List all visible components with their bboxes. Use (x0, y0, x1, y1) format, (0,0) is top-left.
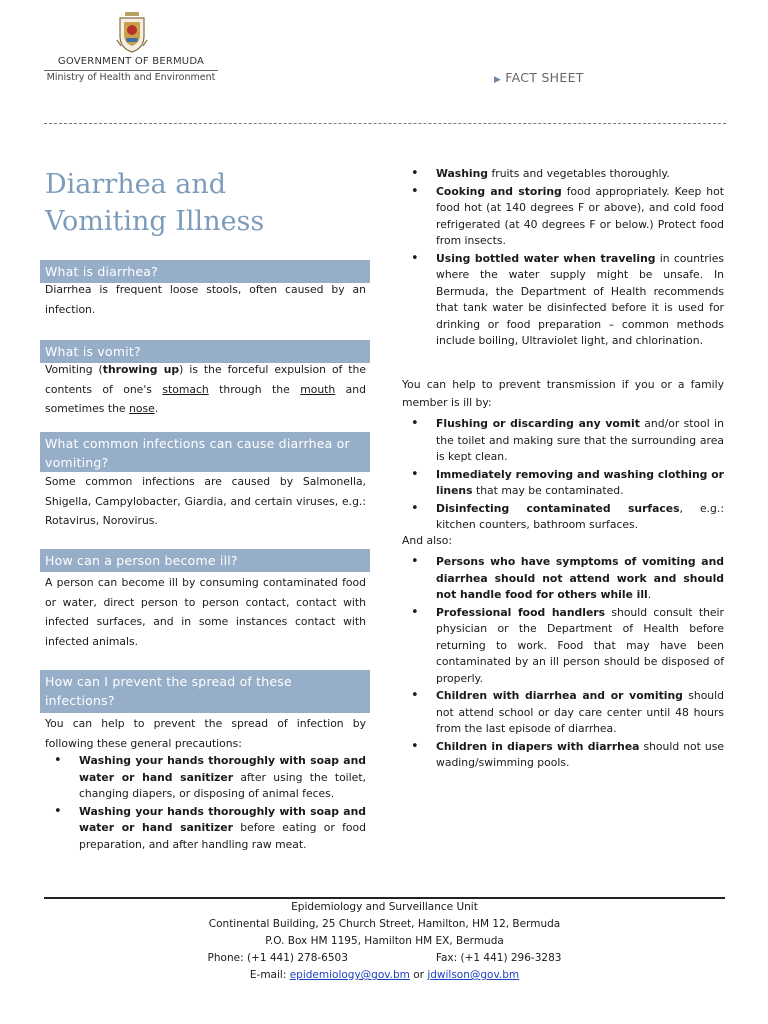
list-item: • Cooking and storing food appropriately. Keep hot food hot (at 140 degrees F or above), and cold food refrigerated (at 40 degrees F or below.) Protect food from insects. (402, 184, 724, 250)
section-heading-infections: What common infections can cause diarrhea or vomiting? (40, 432, 370, 472)
list-item: • Children with diarrhea and or vomiting should not attend school or day care center until 48 hours from the last episode of diarrhea. (402, 688, 724, 738)
list-item: • Disinfecting contaminated surfaces, e.g.: kitchen counters, bathroom surfaces. (402, 501, 724, 534)
additional-list (402, 554, 724, 773)
footer-po-box: P.O. Box HM 1195, Hamilton HM EX, Bermuda (265, 935, 504, 947)
section-heading-vomit: What is vomit? (40, 340, 370, 363)
list-item: • Children in diapers with diarrhea should not use wading/swimming pools. (402, 739, 724, 772)
section-heading-become-ill: How can a person become ill? (40, 549, 370, 572)
section-heading-diarrhea: What is diarrhea? (40, 260, 370, 283)
list-item: • Using bottled water when traveling in countries where the water supply might be unsafe. In Bermuda, the Department of Health recommends that tank water be disinfected before it is used for drinking or food preparation – common methods include boiling, Ultraviolet light, and chlorination. (402, 251, 724, 350)
vomit-text: Vomiting (throwing up) is the forceful expulsion of the contents of one's stomach through the mouth and sometimes the nose. (45, 363, 367, 415)
list-item: • Immediately removing and washing clothing or linens that may be contaminated. (402, 467, 724, 500)
list-item: • Professional food handlers should consult their physician or the Department of Health before returning to work. Food that may have been contaminated by an ill person should be disposed of properly. (402, 605, 724, 688)
list-item: • Flushing or discarding any vomit and/or stool in the toilet and making sure that the surrounding area is kept clean. (402, 416, 724, 466)
government-name: GOVERNMENT OF BERMUDA (57, 56, 205, 67)
footer (44, 899, 725, 984)
and-also-label: And also: (402, 534, 452, 547)
diarrhea-text: Diarrhea is frequent loose stools, often caused by an infection. (45, 283, 366, 316)
prevent-intro: You can help to prevent the spread of infection by following these general precautions: (45, 717, 366, 750)
list-item: • Persons who have symptoms of vomiting and diarrhea should not attend work and should not handle food for others while ill. (402, 554, 724, 604)
triangle-right-icon: ▶ (494, 75, 502, 85)
infections-text: Some common infections are caused by Salmonella, Shigella, Campylobacter, Giardia, and certain viruses, e.g.: Rotavirus, Norovirus. (45, 475, 366, 527)
footer-fax: Fax: (+1 441) 296-3283 (435, 952, 562, 964)
fact-sheet-label: ▶ FACT SHEET (494, 70, 584, 85)
footer-address: Continental Building, 25 Church Street, Hamilton, HM 12, Bermuda (208, 918, 561, 930)
transmission-intro: You can help to prevent transmission if you or a family member is ill by: (402, 378, 724, 409)
dashed-divider (44, 123, 726, 124)
page-title: Diarrhea and Vomiting Illness (45, 169, 265, 237)
list-item: • Washing your hands thoroughly with soap and water or hand sanitizer before eating or food preparation, and after handling raw meat. (45, 804, 366, 854)
email-link-epidemiology[interactable]: epidemiology@gov.bm (289, 969, 410, 981)
header-divider (44, 70, 218, 71)
footer-phone-fax (44, 950, 725, 967)
list-item: • Washing your hands thoroughly with soap and water or hand sanitizer after using the toilet, changing diapers, or disposing of animal feces. (45, 753, 366, 803)
mouth-link[interactable]: mouth (300, 382, 336, 396)
transmission-list (402, 416, 724, 535)
food-safety-list (402, 166, 724, 351)
ministry-name: Ministry of Health and Environment (46, 72, 216, 83)
list-item: • Washing fruits and vegetables thoroughly. (402, 166, 724, 183)
stomach-link[interactable]: stomach (162, 382, 209, 396)
footer-unit: Epidemiology and Surveillance Unit (291, 901, 478, 913)
section-heading-prevent: How can I prevent the spread of these infections? (40, 670, 370, 713)
footer-email: E-mail: epidemiology@gov.bm or jdwilson@gov.bm (249, 969, 520, 981)
email-link-jdwilson[interactable]: jdwilson@gov.bm (427, 969, 520, 981)
become-ill-text: A person can become ill by consuming contaminated food or water, direct person to person contact, contact with infected surfaces, and in some instances contact with infected animals. (45, 576, 366, 648)
nose-link[interactable]: nose (129, 402, 155, 415)
bermuda-coat-of-arms-icon (116, 10, 148, 54)
prevent-list (45, 753, 366, 854)
footer-phone: Phone: (+1 441) 278-6503 (207, 952, 348, 964)
